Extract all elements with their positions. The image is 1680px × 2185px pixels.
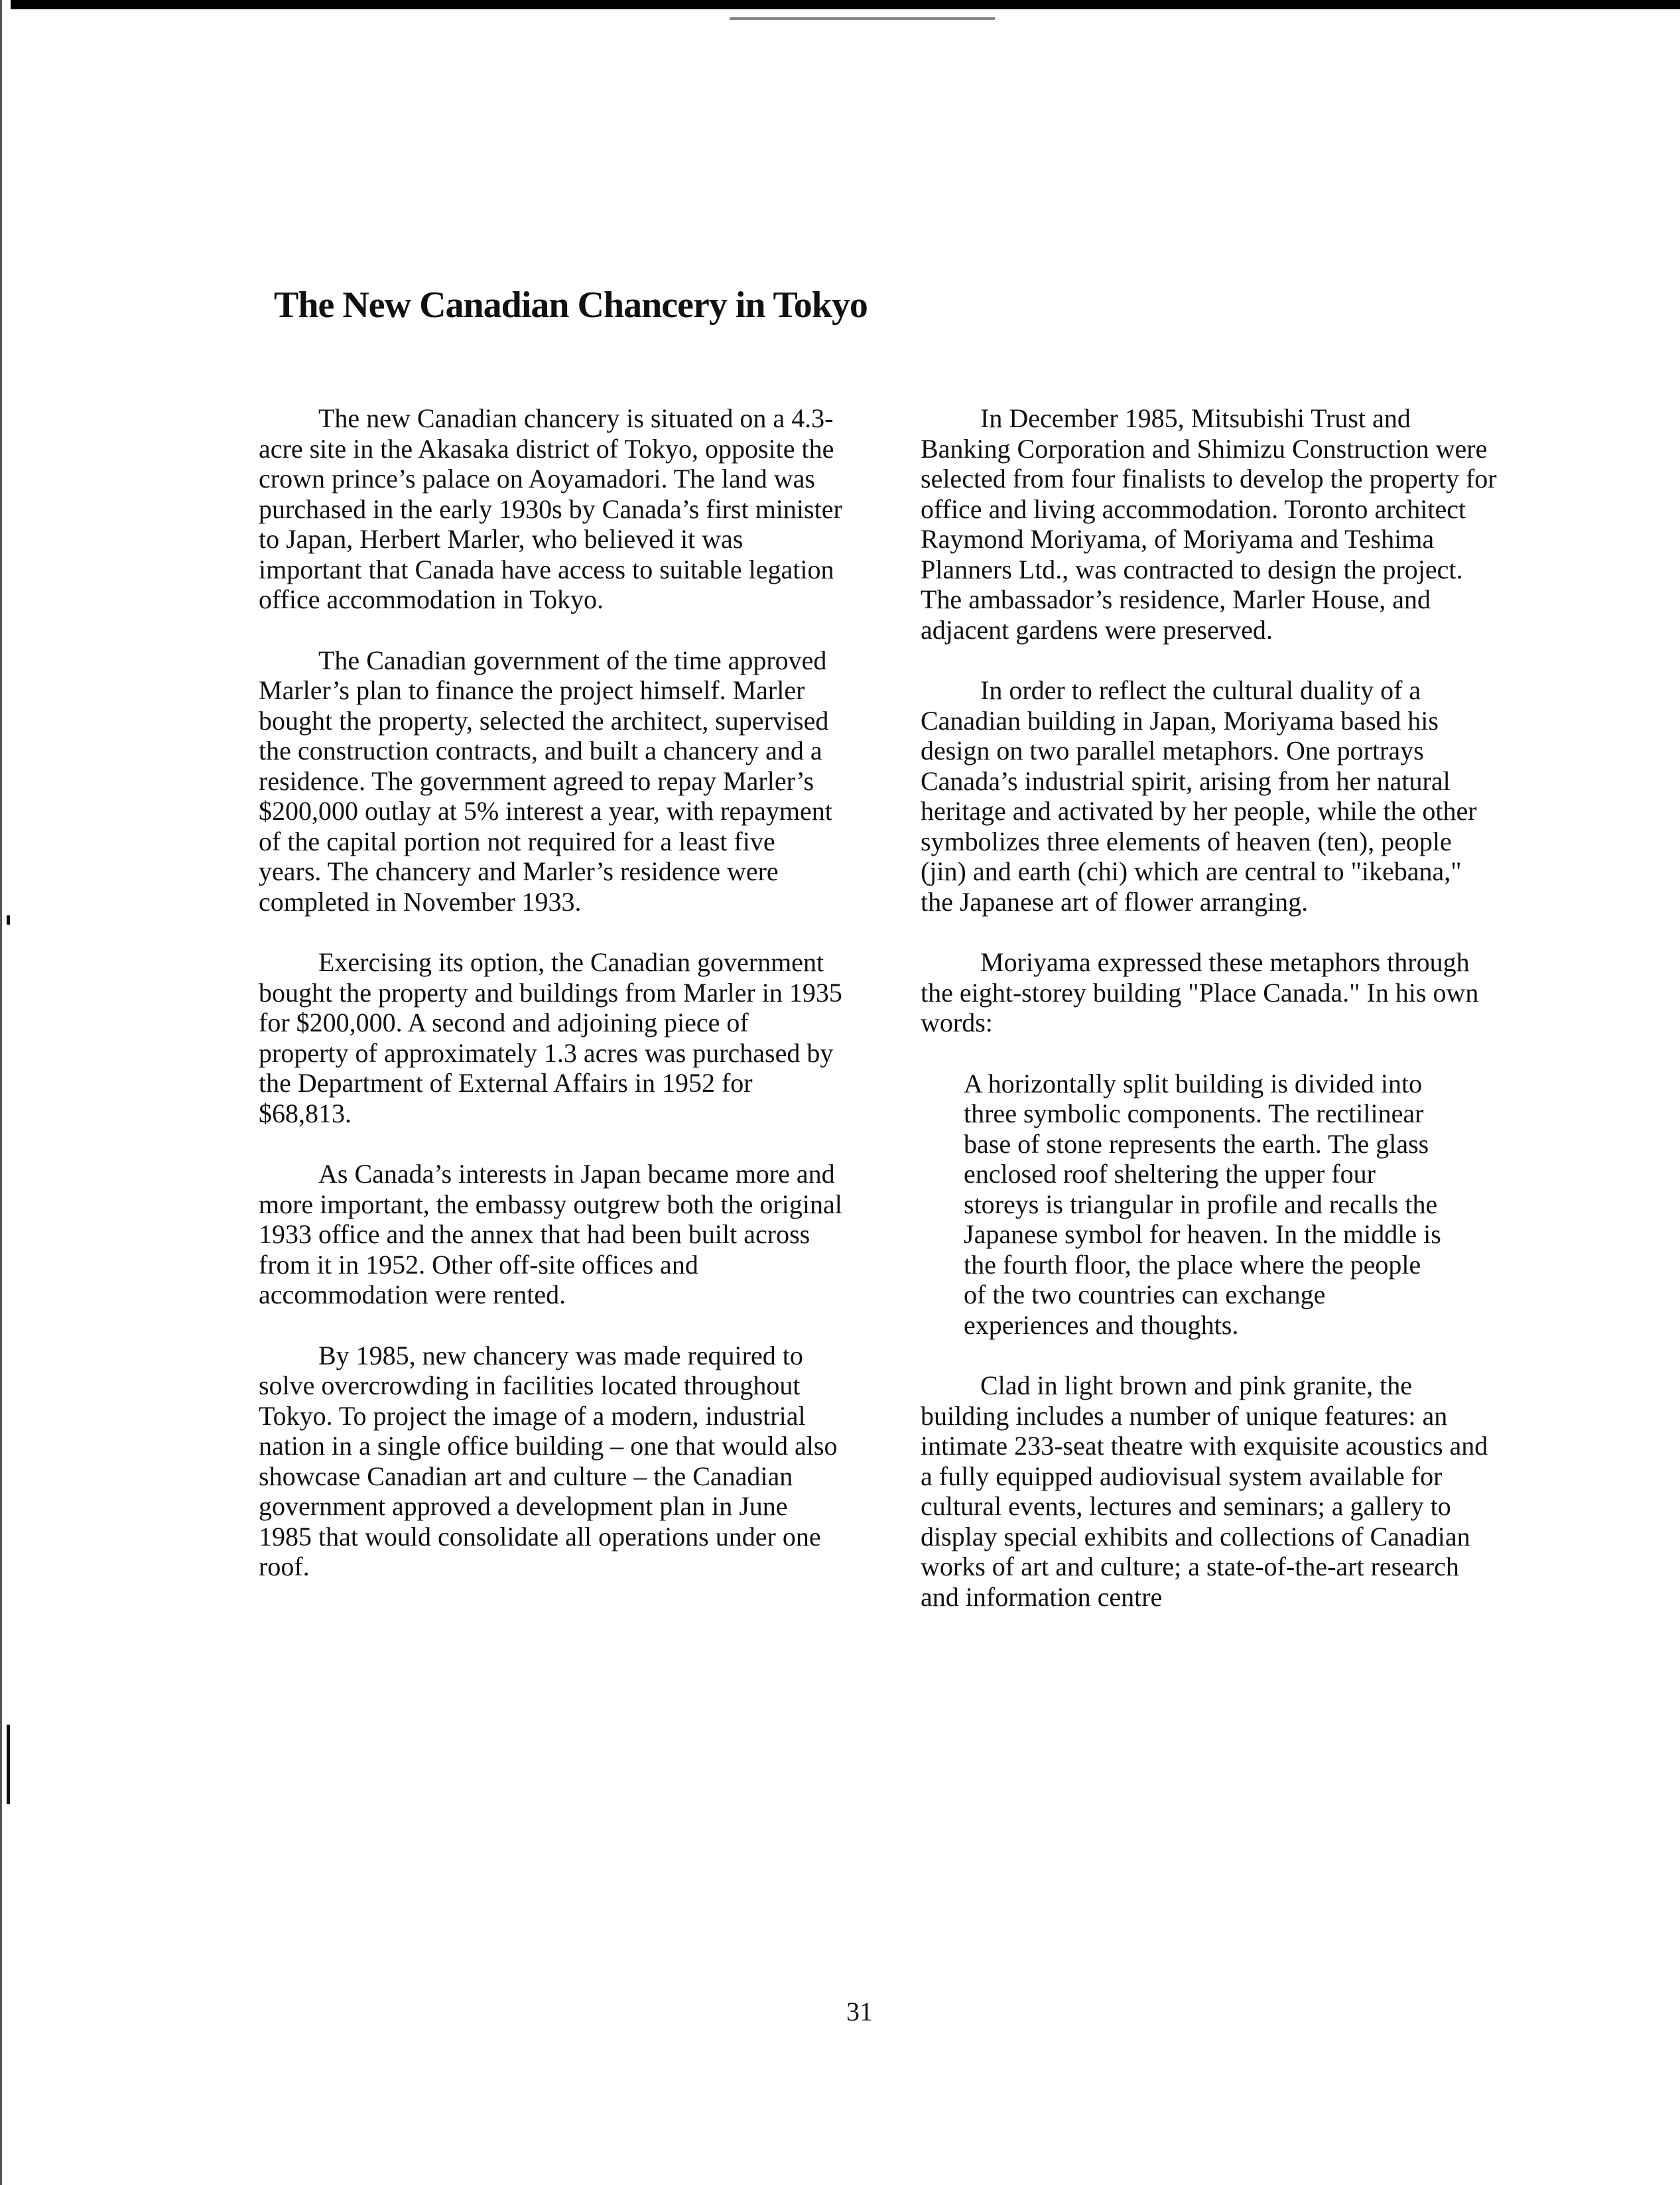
left-column [259,403,842,1613]
paragraph: In December 1985, Mitsubishi Trust and Banking Corporation and Shimizu Construction were selected from four finalists to develop the property for office and living accommodation. Toronto architect Raymond Moriyama, of Moriyama and Teshima Planners Ltd., was contracted to design the project. The ambassador’s residence, Marler House, and adjacent gardens were preserved. [921,403,1497,645]
block-quote: A horizontally split building is divided into three symbolic components. The rectilinear base of stone represents the earth. The glass enclosed roof sheltering the upper four storeys is triangular in profile and recalls the Japanese symbol for heaven. In the middle is the fourth floor, the place where the people of the two countries can exchange experiences and thoughts. [964,1068,1441,1340]
paragraph: As Canada’s interests in Japan became more and more important, the embassy outgrew both the original 1933 office and the annex that had been built across from it in 1952. Other off-site offices and accommodation were rented. [259,1159,842,1309]
paragraph: Exercising its option, the Canadian government bought the property and buildings from Marler in 1935 for $200,000. A second and adjoining piece of property of approximately 1.3 acres was purchased by the Department of External Affairs in 1952 for $68,813. [259,947,842,1128]
scan-artifact-mark [7,915,10,925]
paragraph: Moriyama expressed these metaphors through the eight-storey building "Place Canada." In his own words: [921,947,1479,1037]
scan-left-edge [0,0,11,2185]
paragraph: Clad in light brown and pink granite, the building includes a number of unique features: an intimate 233-seat theatre with exquisite acoustics and a fully equipped audiovisual system available for cultural events, lectures and seminars; a gallery to display special exhibits and collections of Canadian works of art and culture; a state-of-the-art research and information centre [921,1370,1488,1612]
scan-artifact-mark [7,1725,10,1804]
right-column [921,403,1498,1642]
scan-artifact-rule [730,17,995,20]
paragraph: In order to reflect the cultural duality of a Canadian building in Japan, Moriyama based his design on two parallel metaphors. One portrays Canada’s industrial spirit, arising from her natural heritage and activated by her people, while the other symbolizes three elements of heaven (ten), people (jin) and earth (chi) which are central to "ikebana," the Japanese art of flower arranging. [921,675,1477,917]
paragraph: By 1985, new chancery was made required to solve overcrowding in facilities located throughout Tokyo. To project the image of a modern, industrial nation in a single office building – one that would also showcase Canadian art and culture – the Canadian government approved a development plan in June 1985 that would consolidate all operations under one roof. [259,1340,838,1581]
page-number: 31 [846,1997,873,2026]
document-title: The New Canadian Chancery in Tokyo [274,285,868,326]
paragraph: The Canadian government of the time approved Marler’s plan to finance the project himself. Marler bought the property, selected the architect, supervised the construction contracts, and built a chancery and a residence. The government agreed to repay Marler’s $200,000 outlay at 5% interest a year, with repayment of the capital portion not required for a least five years. The chancery and Marler’s residence were completed in November 1933. [259,645,832,917]
scan-top-edge [0,0,1680,9]
paragraph: The new Canadian chancery is situated on a 4.3-acre site in the Akasaka district of Tokyo, opposite the crown prince’s palace on Aoyamadori. The land was purchased in the early 1930s by Canada’s first minister to Japan, Herbert Marler, who believed it was important that Canada have access to suitable legation office accommodation in Tokyo. [259,403,842,614]
